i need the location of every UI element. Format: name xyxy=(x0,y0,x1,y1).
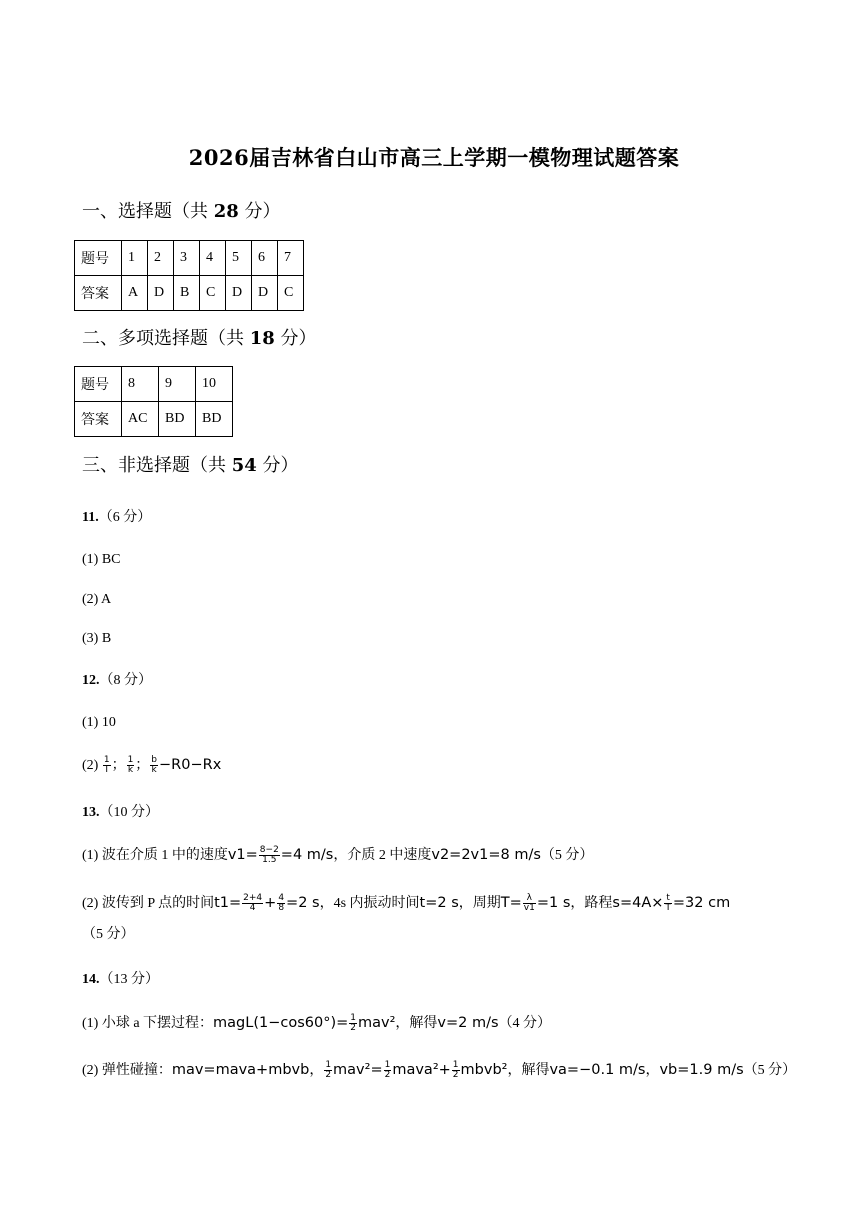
numerator: 1 xyxy=(452,1060,459,1071)
denominator: 2 xyxy=(452,1070,459,1081)
math-expression: mav=mava+mbvb xyxy=(171,1062,310,1078)
answer-text: ，路程 xyxy=(570,896,613,911)
answer-text: ，4s 内振动时间 xyxy=(319,896,420,911)
answer-line xyxy=(82,893,730,914)
numerator: 1 xyxy=(350,1013,357,1024)
answer-text: ，介质 2 中速度 xyxy=(333,848,432,863)
math-expression: mava²+ xyxy=(392,1062,451,1078)
question-points: （6 分） xyxy=(98,510,152,525)
table-cell: A xyxy=(122,276,148,311)
table-cell: B xyxy=(174,276,200,311)
table-cell: D xyxy=(226,276,252,311)
math-expression: t1= xyxy=(214,895,242,911)
question-number: 14. xyxy=(82,972,100,987)
section-points: 18 xyxy=(249,328,275,349)
section-heading-multi-choice xyxy=(82,327,317,351)
fraction xyxy=(103,756,111,775)
answer-points: （4 分） xyxy=(498,1016,552,1031)
table-cell: BD xyxy=(196,402,233,437)
table-cell: BD xyxy=(159,402,196,437)
denominator: k xyxy=(151,765,157,776)
answer-text: (2) 波传到 P 点的时间 xyxy=(82,896,215,911)
question-points: （8 分） xyxy=(99,673,152,688)
numerator: 8−2 xyxy=(259,845,279,856)
numerator: 1 xyxy=(103,755,110,766)
table-cell: D xyxy=(148,276,174,311)
table-cell: AC xyxy=(122,402,159,437)
answer-text: (2) 弹性碰撞： xyxy=(82,1063,172,1078)
table-cell: 答案 xyxy=(75,402,122,437)
section-label: 三、非选择题（共 xyxy=(82,455,232,476)
table-cell: 2 xyxy=(148,241,174,276)
numerator: t xyxy=(666,893,670,904)
fraction xyxy=(127,756,135,775)
table-cell: 1 xyxy=(122,241,148,276)
denominator: T xyxy=(665,903,671,914)
denominator: 8 xyxy=(278,903,285,914)
separator: ； xyxy=(135,758,150,773)
math-expression: =1 s xyxy=(536,895,571,911)
math-expression: −R0−Rx xyxy=(159,757,222,773)
table-cell: 7 xyxy=(278,241,304,276)
answer-text: ，解得 xyxy=(395,1016,438,1031)
math-expression: =2 s xyxy=(286,895,320,911)
question-header-14 xyxy=(82,970,159,990)
fraction xyxy=(242,894,263,913)
answer-points: （5 分） xyxy=(743,1063,797,1078)
math-expression: magL(1−cos60°)= xyxy=(213,1015,349,1031)
table-cell: 6 xyxy=(252,241,278,276)
math-expression: mbvb² xyxy=(460,1062,508,1078)
question-points: （10 分） xyxy=(99,805,159,820)
denominator: 2 xyxy=(350,1023,357,1034)
answer-line: (2) A xyxy=(82,592,112,607)
answer-line: (3) B xyxy=(82,631,112,646)
section-label: 二、多项选择题（共 xyxy=(82,328,250,349)
separator: ， xyxy=(309,1063,324,1078)
question-number: 11. xyxy=(82,510,99,525)
table-cell: 5 xyxy=(226,241,252,276)
section-suffix: 分） xyxy=(238,201,281,222)
fraction xyxy=(324,1061,332,1080)
section-points: 28 xyxy=(213,201,239,222)
table-cell: D xyxy=(252,276,278,311)
question-header-12 xyxy=(82,671,152,691)
denominator: v1 xyxy=(523,903,535,914)
section-suffix: 分） xyxy=(274,328,317,349)
answer-table-single-choice xyxy=(74,240,304,311)
answer-line: （5 分） xyxy=(82,927,135,942)
table-cell: 10 xyxy=(196,367,233,402)
denominator: 2 xyxy=(384,1070,391,1081)
answer-line xyxy=(82,845,593,866)
answer-text: (1) 波在介质 1 中的速度 xyxy=(82,848,228,863)
question-points: （13 分） xyxy=(99,972,159,987)
section-label: 一、选择题（共 xyxy=(82,201,214,222)
section-heading-non-choice xyxy=(82,454,299,478)
answer-points: （5 分） xyxy=(540,848,594,863)
denominator: 2 xyxy=(325,1070,332,1081)
separator: ， xyxy=(645,1063,660,1078)
table-cell: C xyxy=(278,276,304,311)
table-cell: 9 xyxy=(159,367,196,402)
answer-line: (1) BC xyxy=(82,552,121,567)
denominator: 4 xyxy=(249,903,256,914)
numerator: 1 xyxy=(384,1060,391,1071)
answer-table-multi-choice xyxy=(74,366,233,437)
table-cell: 3 xyxy=(174,241,200,276)
table-cell: 题号 xyxy=(75,241,122,276)
numerator: 2+4 xyxy=(243,893,263,904)
answer-prefix: (2) xyxy=(82,758,99,773)
fraction xyxy=(349,1014,357,1033)
section-points: 54 xyxy=(231,455,257,476)
table-cell: 8 xyxy=(122,367,159,402)
numerator: 4 xyxy=(278,893,285,904)
fraction xyxy=(664,894,672,913)
numerator: 1 xyxy=(325,1060,332,1071)
separator: ； xyxy=(111,758,126,773)
answer-text: ，周期 xyxy=(458,896,501,911)
table-cell: C xyxy=(200,276,226,311)
math-expression: v2=2v1=8 m/s xyxy=(431,847,541,863)
question-number: 13. xyxy=(82,805,100,820)
math-expression: s=4A× xyxy=(612,895,664,911)
answer-text: (1) 小球 a 下摆过程： xyxy=(82,1016,214,1031)
fraction xyxy=(384,1061,392,1080)
denominator: I xyxy=(105,765,109,776)
fraction xyxy=(259,846,280,865)
answer-line xyxy=(82,755,221,776)
answer-text: ，解得 xyxy=(507,1063,550,1078)
section-suffix: 分） xyxy=(256,455,299,476)
fraction xyxy=(452,1061,460,1080)
math-operator: + xyxy=(264,895,277,911)
answer-line xyxy=(82,1060,796,1081)
section-heading-choice xyxy=(82,200,281,224)
page-title: 2026届吉林省白山市高三上学期一模物理试题答案 xyxy=(188,145,680,170)
math-expression: mav² xyxy=(358,1015,396,1031)
numerator: λ xyxy=(523,894,536,904)
denominator: 1.5 xyxy=(262,855,277,866)
question-header-11 xyxy=(82,508,151,528)
math-expression: T= xyxy=(500,895,522,911)
table-row xyxy=(75,402,233,437)
table-row xyxy=(75,241,304,276)
question-header-13 xyxy=(82,803,159,823)
fraction xyxy=(523,894,536,913)
fraction xyxy=(277,894,285,913)
math-expression: vb=1.9 m/s xyxy=(659,1062,744,1078)
table-cell: 4 xyxy=(200,241,226,276)
math-expression: =4 m/s xyxy=(280,847,334,863)
table-cell: 答案 xyxy=(75,276,122,311)
table-cell: 题号 xyxy=(75,367,122,402)
math-expression: mav²= xyxy=(333,1062,383,1078)
answer-line: (1) 10 xyxy=(82,715,116,730)
table-row xyxy=(75,276,304,311)
numerator: 1 xyxy=(127,755,134,766)
math-expression: =32 cm xyxy=(672,895,731,911)
numerator: b xyxy=(151,755,158,766)
math-expression: v=2 m/s xyxy=(437,1015,499,1031)
math-expression: t=2 s xyxy=(419,895,459,911)
fraction xyxy=(150,756,158,775)
answer-line xyxy=(82,1013,551,1034)
math-expression: va=−0.1 m/s xyxy=(549,1062,646,1078)
table-row xyxy=(75,367,233,402)
math-expression: v1= xyxy=(227,847,258,863)
denominator: k xyxy=(127,765,134,776)
question-number: 12. xyxy=(82,673,100,688)
